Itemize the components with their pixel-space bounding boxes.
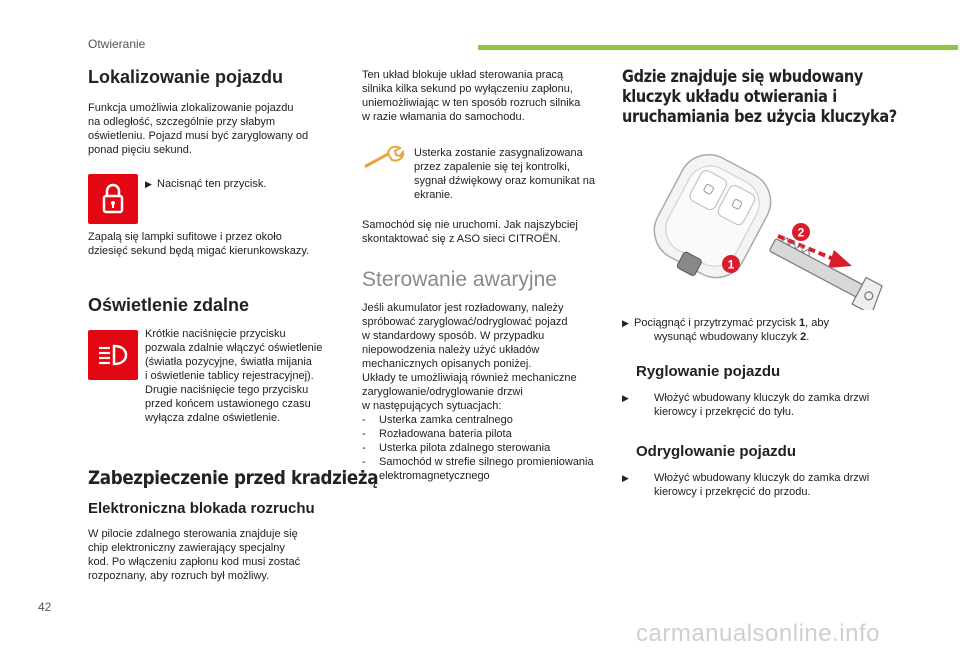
- immobiliser-intro-text: Ten układ blokuje układ sterowania pracą silnika kilka sekund po wyłączeniu zapłonu, uniemożliwiając w ten sposób rozruch silnika w razie włamania do samochodu.: [362, 69, 581, 123]
- locking-title: Ryglowanie pojazdu: [636, 363, 781, 380]
- immobiliser-text: W pilocie zdalnego sterowania znajduje się chip elektroniczny zawierający specjalny kod. Po włączeniu zapłonu kod musi zostać rozpoznany, aby rozruch był możliwy.: [88, 528, 301, 582]
- locate-after-text: Zapalą się lampki sufitowe i przez około dziesięć sekund będą migać kierunkowskazy.: [88, 231, 310, 257]
- list-item: - Usterka zamka centralnego: [362, 413, 620, 427]
- locate-button-icon: [88, 174, 138, 224]
- locate-bullet: ▶ Nacisnąć ten przycisk.: [145, 178, 267, 190]
- emergency-control-text: Jeśli akumulator jest rozładowany, należy spróbować zaryglować/odryglować pojazd w standardowy sposób. W przypadku niepowodzenia należy użyć układów mechanicznych opisanych poniżej. Układy te umożliwiają również mechaniczne zaryglowanie/odryglowanie drzwi w następujących sytuacjach:: [362, 302, 577, 412]
- bullet-triangle-icon: ▶: [622, 393, 629, 403]
- lighting-button-icon: [88, 330, 138, 380]
- immobiliser-title: Elektroniczna blokada rozruchu: [88, 500, 315, 517]
- anti-theft-title: Zabezpieczenie przed kradzieżą: [88, 467, 379, 489]
- key-fob-illustration: [638, 140, 888, 315]
- locate-vehicle-text: Funkcja umożliwia zlokalizowanie pojazdu na odległość, szczególnie przy słabym oświetleniu. Pojazd musi być zaryglowany od ponad pięciu sekund.: [88, 102, 309, 156]
- fault-warning-text: Usterka zostanie zasygnalizowana przez zapalenie się tej kontrolki, sygnał dźwiękowy oraz komunikat na ekranie.: [414, 147, 595, 201]
- integrated-key-title: Gdzie znajduje się wbudowany kluczyk układu otwierania i uruchamiania bez użycia kluczyka?: [622, 67, 897, 126]
- remote-lighting-text: Krótkie naciśnięcie przycisku pozwala zdalnie włączyć oświetlenie (światła pozycyjne, światła mijania i oświetlenie tablicy rejestracyjnej). Drugie naciśnięcie tego przycisku przed końcem ustawionego czasu wyłącza zdalne oświetlenie.: [145, 328, 323, 424]
- bullet-triangle-icon: ▶: [145, 179, 152, 189]
- no-start-text: Samochód się nie uruchomi. Jak najszybciej skontaktować się z ASO sieci CITROËN.: [362, 219, 578, 245]
- wrench-warning-icon: [362, 142, 406, 177]
- bullet-triangle-icon: ▶: [622, 318, 629, 328]
- bullet-triangle-icon: ▶: [622, 473, 629, 483]
- locking-text: ▶ Włożyć wbudowany kluczyk do zamka drzwi kierowcy i przekręcić do tyłu.: [622, 392, 870, 418]
- remote-lighting-title: Oświetlenie zdalne: [88, 295, 250, 315]
- unlocking-title: Odryglowanie pojazdu: [636, 443, 797, 460]
- list-item: - Usterka pilota zdalnego sterowania: [362, 441, 620, 455]
- emergency-control-title: Sterowanie awaryjne: [362, 268, 557, 291]
- section-accent-bar: [478, 45, 958, 50]
- section-label: Otwieranie: [88, 37, 146, 51]
- locate-vehicle-title: Lokalizowanie pojazdu: [88, 67, 284, 87]
- list-item: - Samochód w strefie silnego promieniowania elektromagnetycznego: [362, 455, 620, 483]
- pull-button-instruction: ▶ Pociągnąć i przytrzymać przycisk 1, aby wysunąć wbudowany kluczyk 2.: [622, 317, 830, 343]
- page-number: 42: [38, 600, 52, 614]
- callout-2: 2: [797, 225, 805, 240]
- emergency-situations-list: [362, 413, 620, 483]
- watermark: carmanualsonline.info: [636, 620, 880, 647]
- list-item: - Rozładowana bateria pilota: [362, 427, 620, 441]
- unlocking-text: ▶ Włożyć wbudowany kluczyk do zamka drzwi kierowcy i przekręcić do przodu.: [622, 472, 870, 498]
- callout-1: 1: [727, 257, 735, 272]
